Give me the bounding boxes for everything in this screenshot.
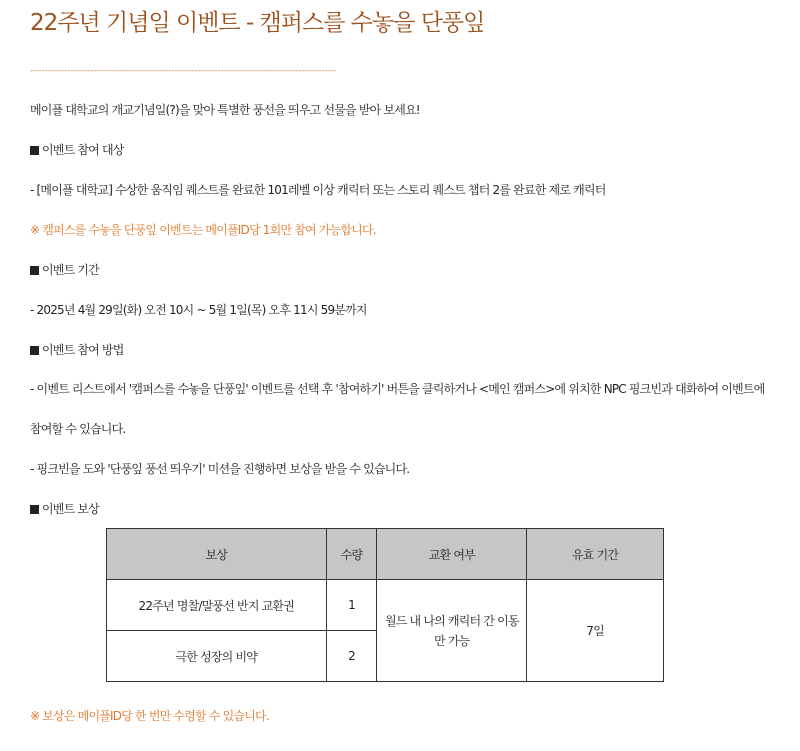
intro-text: 메이플 대학교의 개교기념일(?)을 맞아 특별한 풍선을 띄우고 선물을 받아 보세요! <box>30 103 420 117</box>
header-quantity: 수량 <box>326 529 377 580</box>
target-note: ※ 캠퍼스를 수놓을 단풍잎 이벤트는 메이플ID당 1회만 참여 가능합니다. <box>30 223 376 237</box>
section-heading-method: 이벤트 참여 방법 <box>30 341 124 358</box>
square-bullet-icon <box>30 346 39 355</box>
method-text-2: - 핑크빈을 도와 '단풍잎 풍선 띄우기' 미션을 진행하면 보상을 받을 수 있습니다. <box>30 462 410 476</box>
header-validity: 유효 기간 <box>527 529 664 580</box>
table-row <box>107 580 664 631</box>
reward-qty: 2 <box>326 631 377 682</box>
page-title: 22주년 기념일 이벤트 - 캠퍼스를 수놓을 단풍잎 <box>30 10 485 36</box>
square-bullet-icon <box>30 146 39 155</box>
target-text: - [메이플 대학교] 수상한 움직임 퀘스트를 완료한 101레벨 이상 캐릭터 또는 스토리 퀘스트 챕터 2를 완료한 제로 캐릭터 <box>30 183 606 197</box>
section-heading-target: 이벤트 참여 대상 <box>30 141 124 158</box>
square-bullet-icon <box>30 505 39 514</box>
reward-table <box>106 528 664 682</box>
title-divider: ---------------------------------------------------------------------------------------------------------- <box>30 66 336 75</box>
validity-cell: 7일 <box>527 580 664 682</box>
exchange-cell: 월드 내 나의 캐릭터 간 이동만 가능 <box>377 580 527 682</box>
square-bullet-icon <box>30 266 39 275</box>
header-exchange: 교환 여부 <box>377 529 527 580</box>
reward-qty: 1 <box>326 580 377 631</box>
method-text-1b: 참여할 수 있습니다. <box>30 422 126 436</box>
table-header-row <box>107 529 664 580</box>
reward-name: 22주년 명찰/말풍선 반지 교환권 <box>107 580 327 631</box>
reward-note: ※ 보상은 메이플ID당 한 번만 수령할 수 있습니다. <box>30 709 269 723</box>
section-heading-period: 이벤트 기간 <box>30 261 99 278</box>
header-reward: 보상 <box>107 529 327 580</box>
method-text-1: - 이벤트 리스트에서 '캠퍼스를 수놓을 단풍잎' 이벤트를 선택 후 '참여하기' 버튼을 클릭하거나 <메인 캠퍼스>에 위치한 NPC 핑크빈과 대화하여 이벤트에 <box>30 382 765 396</box>
period-text: - 2025년 4월 29일(화) 오전 10시 ~ 5월 1일(목) 오후 11시 59분까지 <box>30 303 367 317</box>
section-heading-reward: 이벤트 보상 <box>30 500 99 517</box>
reward-name: 극한 성장의 비약 <box>107 631 327 682</box>
